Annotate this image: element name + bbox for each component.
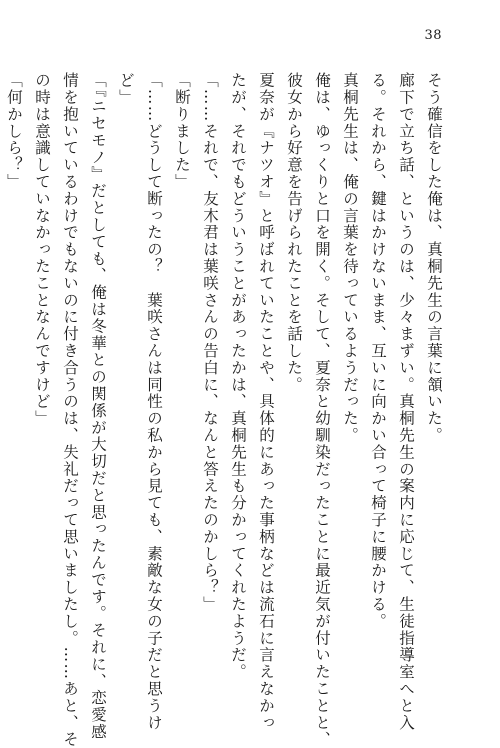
text-line: そう確信をした俺は、真桐先生の言葉に頷いた。 <box>425 72 443 444</box>
text-line: 情を抱いているわけでもないのに付き合うのは、失礼だって思いましたし。……あと、そ <box>61 72 79 748</box>
page-number: 38 <box>424 28 442 43</box>
text-line: 「『ニセモノ』だとしても、俺は冬華との関係が大切だと思ったんです。それに、恋愛感 <box>89 72 107 741</box>
text-line: の時は意識していなかったことなんですけど」 <box>33 72 51 427</box>
text-line: る。それから、鍵はかけないまま、互いに向かい合って椅子に腰かける。 <box>369 72 387 630</box>
text-line: 「断りました」 <box>173 72 191 191</box>
body-text <box>5 72 448 748</box>
text-line: 「……どうして断ったの？ 葉咲さんは同性の私から見ても、素敵な女の子だと思うけ <box>145 72 163 732</box>
text-line: 真桐先生は、俺の言葉を待っているようだった。 <box>341 72 359 444</box>
text-line: 「何かしら？」 <box>5 72 23 191</box>
text-line: 「……それで、友木君は葉咲さんの告白に、なんと答えたのかしら？」 <box>201 72 219 613</box>
text-line: 廊下で立ち話、というのは、少々まずい。真桐先生の案内に応じて、生徒指導室へと入 <box>397 72 415 732</box>
text-line: ど」 <box>117 72 135 106</box>
text-line: たが、それでもどういうことがあったかは、真桐先生も分かってくれたようだ。 <box>229 72 247 681</box>
text-line: 俺は、ゆっくりと口を開く。そして、夏奈と幼馴染だったことに最近気が付いたことと、 <box>313 72 331 748</box>
text-line: 彼女から好意を告げられたことを話した。 <box>285 72 303 394</box>
text-line: 夏奈が『ナツオ』と呼ばれていたことや、具体的にあった事柄などは流石に言えなかっ <box>257 72 275 732</box>
